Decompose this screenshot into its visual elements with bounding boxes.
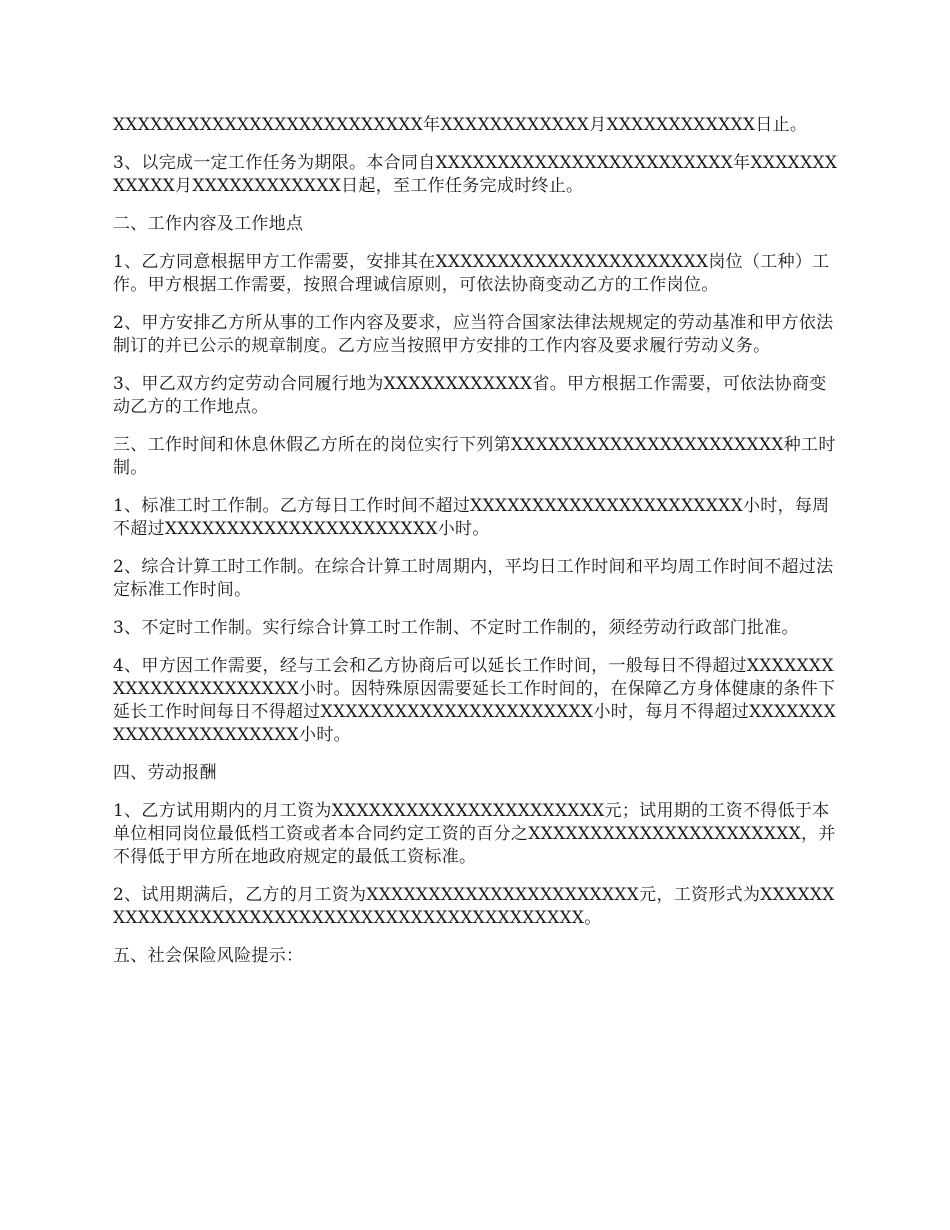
paragraph-flexible-hours: 3、不定时工作制。实行综合计算工时工作制、不定时工作制的，须经劳动行政部门批准。: [113, 618, 799, 638]
paragraph-standard-hours: 1、标准工时工作制。乙方每日工作时间不超过XXXXXXXXXXXXXXXXXXXXXX小时，每周不超过XXXXXXXXXXXXXXXXXXXXXX小时。: [113, 496, 830, 539]
paragraph-work-location: 3、甲乙双方约定劳动合同履行地为XXXXXXXXXXXX省。甲方根据工作需要，可依法协商变动乙方的工作地点。: [113, 374, 827, 417]
section-heading-work-hours: 三、工作时间和休息休假乙方所在的岗位实行下列第XXXXXXXXXXXXXXXXXXXXXX种工时制。: [113, 435, 836, 478]
paragraph-work-requirements: 2、甲方安排乙方所从事的工作内容及要求，应当符合国家法律法规规定的劳动基准和甲方依法制订的并已公示的规章制度。乙方应当按照甲方安排的工作内容及要求履行劳动义务。: [113, 313, 834, 356]
paragraph-comprehensive-hours: 2、综合计算工时工作制。在综合计算工时周期内，平均日工作时间和平均周工作时间不超过法定标准工作时间。: [113, 557, 834, 600]
paragraph-task-term: 3、以完成一定工作任务为期限。本合同自XXXXXXXXXXXXXXXXXXXXXXXX年XXXXXXXXXXXX月XXXXXXXXXXXX日起，至工作任务完成时终止。: [113, 153, 838, 196]
paragraph-probation-salary: 1、乙方试用期内的月工资为XXXXXXXXXXXXXXXXXXXXXX元；试用期的工资不得低于本单位相同岗位最低档工资或者本合同约定工资的百分之XXXXXXXXXXXXXXXXXXXXXX，并不得低于甲方所在地政府规定的最低工资标准。: [113, 801, 836, 867]
section-heading-remuneration: 四、劳动报酬: [113, 763, 217, 783]
paragraph-overtime: 4、甲方因工作需要，经与工会和乙方协商后可以延长工作时间，一般每日不得超过XXXXXXXXXXXXXXXXXXXXXX小时。因特殊原因需要延长工作时间的，在保障乙方身体健康的条件下延长工作时间每日不得超过XXXXXXXXXXXXXXXXXXXXXX小时，每月不得超过XXXXXXXXXXXXXXXXXXXXXX小时。: [113, 656, 836, 745]
section-heading-social-insurance: 五、社会保险风险提示：: [113, 946, 304, 966]
paragraph-contract-end-date: XXXXXXXXXXXXXXXXXXXXXXXXX年XXXXXXXXXXXX月XXXXXXXXXXXX日止。: [113, 115, 808, 135]
paragraph-regular-salary: 2、试用期满后，乙方的月工资为XXXXXXXXXXXXXXXXXXXXXX元，工资形式为XXXXXXXXXXXXXXXXXXXXXXXXXXXXXXXXXXXXXXXXXXXX。: [113, 885, 835, 928]
section-heading-work-content: 二、工作内容及工作地点: [113, 214, 304, 234]
paragraph-job-position: 1、乙方同意根据甲方工作需要，安排其在XXXXXXXXXXXXXXXXXXXXXX岗位（工种）工作。甲方根据工作需要，按照合理诚信原则，可依法协商变动乙方的工作岗位。: [113, 252, 830, 295]
